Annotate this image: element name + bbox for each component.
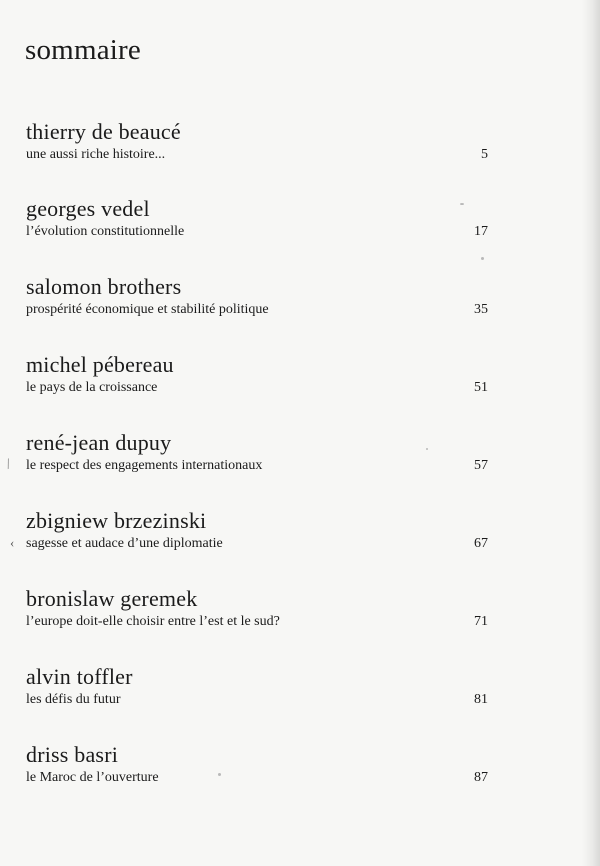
entry-page-number: 5 [481,147,488,162]
entry-subtitle: le Maroc de l’ouverture [26,770,159,785]
entry-page-number: 35 [474,302,488,317]
entry-author: georges vedel [26,196,150,221]
entry-subtitle: l’europe doit-elle choisir entre l’est et le sud? [26,614,280,629]
entry-page-number: 87 [474,770,488,785]
entry-subtitle: sagesse et audace d’une diplomatie [26,536,223,551]
page-title: sommaire [25,34,141,66]
entry-subtitle: l’évolution constitutionnelle [26,224,185,239]
entry-author: alvin toffler [26,664,133,689]
entry-page-number: 81 [474,692,488,707]
entry-author: bronislaw geremek [26,586,198,611]
toc-entry [26,197,488,249]
toc-entry [26,665,488,717]
scan-speck [481,257,484,260]
scan-speck [426,448,428,450]
entry-page-number: 67 [474,536,488,551]
toc-entry [26,275,488,327]
entry-subtitle: les défis du futur [26,692,121,707]
toc-entry [26,120,488,172]
toc-entry [26,431,488,483]
entry-author: driss basri [26,742,119,767]
page-edge-shadow [582,0,600,866]
entry-subtitle: le respect des engagements internationaux [26,458,263,473]
entry-page-number: 71 [474,614,488,629]
entry-page-number: 51 [474,380,488,395]
toc-entry [26,509,488,561]
entry-author: michel pébereau [26,352,174,377]
toc-entry [26,353,488,405]
entry-page-number: 17 [474,224,488,239]
entry-subtitle: le pays de la croissance [26,380,158,395]
entry-page-number: 57 [474,458,488,473]
entry-author: zbigniew brzezinski [26,508,207,533]
entry-author: salomon brothers [26,274,182,299]
pencil-curl-mark: ‹ [10,535,15,550]
entry-subtitle: une aussi riche histoire... [26,147,166,162]
entry-author: rené-jean dupuy [26,430,172,455]
entry-subtitle: prospérité économique et stabilité politique [26,302,269,317]
scan-speck [218,773,221,776]
toc-entry [26,743,488,795]
pencil-tick-mark: ⁄ [2,456,14,471]
scan-speck [460,203,464,205]
toc-entry [26,587,488,639]
entry-author: thierry de beaucé [26,119,181,144]
